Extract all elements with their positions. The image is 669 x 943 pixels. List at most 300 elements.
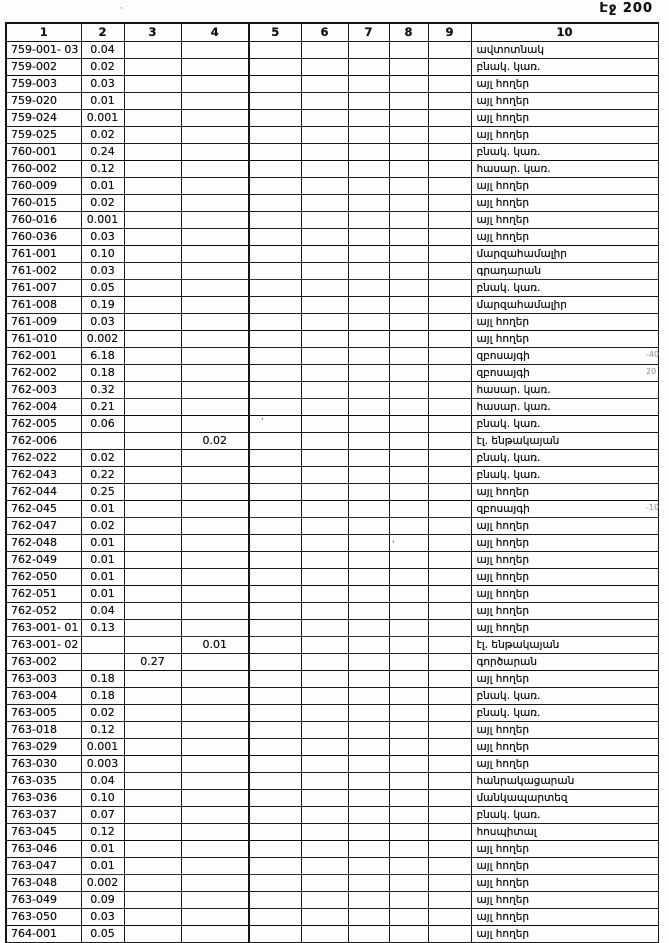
cell-col8 <box>389 569 428 586</box>
cell-land-use: բնակ. կառ. <box>471 807 658 824</box>
cell-col7 <box>348 858 389 875</box>
cell-parcel-code: 762-006 <box>6 433 81 450</box>
cell-land-use: այլ հողեր <box>471 127 658 144</box>
cell-col6 <box>301 229 348 246</box>
cell-land-use: այլ հողեր <box>471 841 658 858</box>
margin-pencil-note: -40 <box>645 349 660 360</box>
cell-land-use: բնակ. կառ. <box>471 59 658 76</box>
cell-col6 <box>301 297 348 314</box>
cell-parcel-code: 763-001- 02 <box>6 637 81 654</box>
table-row <box>6 297 658 314</box>
cell-col3 <box>124 671 181 688</box>
cell-col7 <box>348 756 389 773</box>
table-row <box>6 722 658 739</box>
cell-col5 <box>249 552 301 569</box>
cell-area: 0.02 <box>81 195 124 212</box>
cell-col7 <box>348 229 389 246</box>
cell-parcel-code: 763-003 <box>6 671 81 688</box>
cell-col7 <box>348 382 389 399</box>
cell-col6 <box>301 195 348 212</box>
cell-area: 0.01 <box>81 501 124 518</box>
cell-col8 <box>389 654 428 671</box>
cell-col4 <box>181 586 249 603</box>
cell-col8 <box>389 467 428 484</box>
cell-col7 <box>348 144 389 161</box>
cell-area: 0.03 <box>81 263 124 280</box>
cell-col6 <box>301 450 348 467</box>
cell-col6 <box>301 484 348 501</box>
cell-col4 <box>181 603 249 620</box>
cell-col9 <box>428 229 471 246</box>
table-row <box>6 586 658 603</box>
cell-col3 <box>124 586 181 603</box>
cell-col5 <box>249 229 301 246</box>
cell-col5 <box>249 382 301 399</box>
cell-col9 <box>428 620 471 637</box>
cell-area: 0.01 <box>81 586 124 603</box>
scan-speck: ' <box>392 540 395 550</box>
cell-col8 <box>389 756 428 773</box>
cell-col4 <box>181 552 249 569</box>
cell-col4 <box>181 76 249 93</box>
cell-col5 <box>249 518 301 535</box>
cell-col3 <box>124 127 181 144</box>
cell-parcel-code: 763-049 <box>6 892 81 909</box>
cell-col9 <box>428 807 471 824</box>
cell-land-use: այլ հողեր <box>471 875 658 892</box>
cell-col8 <box>389 841 428 858</box>
cell-col4 <box>181 841 249 858</box>
cell-col7 <box>348 688 389 705</box>
cell-parcel-code: 763-036 <box>6 790 81 807</box>
cell-area: 0.12 <box>81 722 124 739</box>
cell-col9 <box>428 926 471 943</box>
cell-parcel-code: 761-007 <box>6 280 81 297</box>
cell-col6 <box>301 603 348 620</box>
cell-col5 <box>249 348 301 365</box>
cell-land-use: այլ հողեր <box>471 552 658 569</box>
cell-col7 <box>348 127 389 144</box>
cell-area: 0.03 <box>81 229 124 246</box>
cell-col3 <box>124 705 181 722</box>
table-row <box>6 518 658 535</box>
cell-col4 <box>181 790 249 807</box>
table-row <box>6 569 658 586</box>
cell-parcel-code: 760-015 <box>6 195 81 212</box>
cell-col8 <box>389 892 428 909</box>
cell-area: 0.01 <box>81 841 124 858</box>
cell-col7 <box>348 722 389 739</box>
cell-col3: 0.27 <box>124 654 181 671</box>
cell-parcel-code: 761-001 <box>6 246 81 263</box>
cell-parcel-code: 762-003 <box>6 382 81 399</box>
cell-land-use: հասար. կառ. <box>471 382 658 399</box>
cell-col6 <box>301 144 348 161</box>
page-number-label: Էջ 200 <box>599 1 653 16</box>
cell-col9 <box>428 875 471 892</box>
cell-col3 <box>124 433 181 450</box>
column-header-4: 4 <box>181 23 249 42</box>
cell-col6 <box>301 399 348 416</box>
cell-col5 <box>249 501 301 518</box>
table-row <box>6 807 658 824</box>
cell-col3 <box>124 314 181 331</box>
cell-area: 0.21 <box>81 399 124 416</box>
table-row <box>6 178 658 195</box>
cell-col3 <box>124 365 181 382</box>
cell-col7 <box>348 654 389 671</box>
cell-col9 <box>428 637 471 654</box>
cell-col8 <box>389 926 428 943</box>
cell-col5 <box>249 127 301 144</box>
cell-col9 <box>428 586 471 603</box>
cell-col9 <box>428 535 471 552</box>
cell-col5 <box>249 892 301 909</box>
cell-col4 <box>181 620 249 637</box>
cell-col6 <box>301 637 348 654</box>
cell-col7 <box>348 790 389 807</box>
table-row <box>6 654 658 671</box>
cell-col7 <box>348 705 389 722</box>
cell-land-use: զբոսայգի <box>471 348 658 365</box>
cell-area: 0.002 <box>81 875 124 892</box>
cell-col6 <box>301 59 348 76</box>
cell-col4 <box>181 892 249 909</box>
cell-col8 <box>389 535 428 552</box>
cell-col6 <box>301 841 348 858</box>
cell-col7 <box>348 671 389 688</box>
cell-col7 <box>348 110 389 127</box>
table-row <box>6 467 658 484</box>
cell-land-use: գրադարան <box>471 263 658 280</box>
cell-col6 <box>301 93 348 110</box>
column-header-6: 6 <box>301 23 348 42</box>
cell-col7 <box>348 76 389 93</box>
cell-col9 <box>428 263 471 280</box>
table-row <box>6 875 658 892</box>
cell-parcel-code: 763-047 <box>6 858 81 875</box>
cell-col5 <box>249 705 301 722</box>
cell-col9 <box>428 671 471 688</box>
cell-col9 <box>428 416 471 433</box>
cell-col5 <box>249 926 301 943</box>
cell-land-use: բնակ. կառ. <box>471 688 658 705</box>
cell-col6 <box>301 365 348 382</box>
cell-parcel-code: 760-009 <box>6 178 81 195</box>
cell-col4 <box>181 688 249 705</box>
cell-area: 0.01 <box>81 535 124 552</box>
cell-col5 <box>249 59 301 76</box>
cell-col9 <box>428 144 471 161</box>
cell-parcel-code: 761-009 <box>6 314 81 331</box>
cell-parcel-code: 762-043 <box>6 467 81 484</box>
cell-parcel-code: 763-045 <box>6 824 81 841</box>
column-header-1: 1 <box>6 23 81 42</box>
cell-land-use: էլ. ենթակայան <box>471 637 658 654</box>
cell-col4 <box>181 773 249 790</box>
cell-area <box>81 433 124 450</box>
cell-col9 <box>428 824 471 841</box>
table-row <box>6 671 658 688</box>
cell-col7 <box>348 926 389 943</box>
table-row <box>6 110 658 127</box>
cell-col5 <box>249 297 301 314</box>
cell-col8 <box>389 739 428 756</box>
cell-area: 0.12 <box>81 824 124 841</box>
cell-area: 0.10 <box>81 246 124 263</box>
table-row <box>6 892 658 909</box>
cell-land-use: այլ հողեր <box>471 229 658 246</box>
cell-col8 <box>389 229 428 246</box>
cell-land-use: այլ հողեր <box>471 603 658 620</box>
table-row <box>6 365 658 382</box>
cell-col5 <box>249 433 301 450</box>
cell-col4 <box>181 535 249 552</box>
cell-col4 <box>181 212 249 229</box>
cell-col9 <box>428 93 471 110</box>
cell-col9 <box>428 654 471 671</box>
cell-land-use: հասար. կառ. <box>471 161 658 178</box>
table-row <box>6 144 658 161</box>
cell-col3 <box>124 858 181 875</box>
table-row <box>6 858 658 875</box>
cell-col4 <box>181 331 249 348</box>
cell-land-use: բնակ. կառ. <box>471 467 658 484</box>
cell-col5 <box>249 654 301 671</box>
cell-col3 <box>124 569 181 586</box>
cell-land-use: այլ հողեր <box>471 76 658 93</box>
margin-pencil-note: 20 <box>645 366 657 377</box>
cell-parcel-code: 760-001 <box>6 144 81 161</box>
table-row <box>6 229 658 246</box>
cell-col4 <box>181 416 249 433</box>
cell-area: 0.02 <box>81 705 124 722</box>
cell-area: 0.19 <box>81 297 124 314</box>
table-row <box>6 603 658 620</box>
cell-col4 <box>181 739 249 756</box>
table-row <box>6 756 658 773</box>
table-row <box>6 93 658 110</box>
cell-col9 <box>428 314 471 331</box>
cell-col9 <box>428 76 471 93</box>
cell-land-use: այլ հողեր <box>471 314 658 331</box>
cell-parcel-code: 763-050 <box>6 909 81 926</box>
cell-col7 <box>348 297 389 314</box>
cell-col9 <box>428 773 471 790</box>
cell-col3 <box>124 246 181 263</box>
cell-area: 0.02 <box>81 127 124 144</box>
table-row <box>6 705 658 722</box>
cell-col4 <box>181 484 249 501</box>
cell-land-use: այլ հողեր <box>471 858 658 875</box>
cell-col9 <box>428 365 471 382</box>
cell-col8 <box>389 807 428 824</box>
cell-area: 0.01 <box>81 93 124 110</box>
cell-col6 <box>301 161 348 178</box>
cell-col3 <box>124 450 181 467</box>
cell-col6 <box>301 654 348 671</box>
cell-col5 <box>249 773 301 790</box>
cell-parcel-code: 762-004 <box>6 399 81 416</box>
cell-col3 <box>124 348 181 365</box>
cell-col8 <box>389 42 428 59</box>
cell-col7 <box>348 841 389 858</box>
cell-parcel-code: 760-016 <box>6 212 81 229</box>
cell-land-use: հոսպիտալ <box>471 824 658 841</box>
cell-land-use: այլ հողեր <box>471 671 658 688</box>
cell-land-use: մարզահամալիր <box>471 297 658 314</box>
cell-parcel-code: 762-044 <box>6 484 81 501</box>
cell-col6 <box>301 382 348 399</box>
cell-col8 <box>389 365 428 382</box>
cell-col5 <box>249 586 301 603</box>
cell-col6 <box>301 739 348 756</box>
cell-col8 <box>389 314 428 331</box>
cell-col9 <box>428 688 471 705</box>
cell-col6 <box>301 348 348 365</box>
cell-area: 0.03 <box>81 909 124 926</box>
cell-col9 <box>428 450 471 467</box>
cell-col7 <box>348 909 389 926</box>
cell-area: 0.01 <box>81 858 124 875</box>
cell-col3 <box>124 637 181 654</box>
cell-land-use: զբոսայգի <box>471 501 658 518</box>
cell-area: 0.03 <box>81 314 124 331</box>
cell-col5 <box>249 450 301 467</box>
cell-area: 0.001 <box>81 110 124 127</box>
cell-col4 <box>181 314 249 331</box>
cell-parcel-code: 762-052 <box>6 603 81 620</box>
cell-col8 <box>389 586 428 603</box>
cell-col5 <box>249 484 301 501</box>
cell-col7 <box>348 875 389 892</box>
cell-col4 <box>181 467 249 484</box>
cell-col8 <box>389 773 428 790</box>
cell-col3 <box>124 76 181 93</box>
cell-parcel-code: 762-002 <box>6 365 81 382</box>
cell-col9 <box>428 739 471 756</box>
cell-col5 <box>249 535 301 552</box>
cell-area: 0.06 <box>81 416 124 433</box>
cell-land-use: էլ. ենթակայան <box>471 433 658 450</box>
cell-col8 <box>389 161 428 178</box>
cell-col6 <box>301 586 348 603</box>
cell-col9 <box>428 722 471 739</box>
cell-col4 <box>181 93 249 110</box>
cell-col3 <box>124 518 181 535</box>
cell-land-use: բնակ. կառ. <box>471 280 658 297</box>
column-header-10: 10 <box>471 23 658 42</box>
cell-parcel-code: 763-046 <box>6 841 81 858</box>
cell-col4 <box>181 161 249 178</box>
cell-col8 <box>389 263 428 280</box>
cell-col7 <box>348 93 389 110</box>
cell-col8 <box>389 297 428 314</box>
cell-col7 <box>348 399 389 416</box>
cell-col3 <box>124 552 181 569</box>
cell-col9 <box>428 280 471 297</box>
cell-col4 <box>181 909 249 926</box>
cell-area: 0.07 <box>81 807 124 824</box>
table-row <box>6 42 658 59</box>
cell-col5 <box>249 467 301 484</box>
cell-area: 0.003 <box>81 756 124 773</box>
cell-col4 <box>181 926 249 943</box>
cell-parcel-code: 763-002 <box>6 654 81 671</box>
cell-col6 <box>301 892 348 909</box>
table-row <box>6 535 658 552</box>
table-row <box>6 790 658 807</box>
cell-col5 <box>249 365 301 382</box>
cell-col5 <box>249 671 301 688</box>
cell-col4 <box>181 671 249 688</box>
cell-parcel-code: 762-022 <box>6 450 81 467</box>
cell-col3 <box>124 807 181 824</box>
cell-col6 <box>301 858 348 875</box>
cell-parcel-code: 762-050 <box>6 569 81 586</box>
cell-col9 <box>428 297 471 314</box>
cell-parcel-code: 759-003 <box>6 76 81 93</box>
cell-col9 <box>428 841 471 858</box>
cell-col7 <box>348 637 389 654</box>
cell-area: 0.001 <box>81 739 124 756</box>
cell-parcel-code: 760-002 <box>6 161 81 178</box>
cell-col8 <box>389 93 428 110</box>
cell-col9 <box>428 127 471 144</box>
cell-col5 <box>249 110 301 127</box>
cell-col3 <box>124 93 181 110</box>
cell-col6 <box>301 688 348 705</box>
cell-area: 0.05 <box>81 280 124 297</box>
cell-parcel-code: 763-029 <box>6 739 81 756</box>
cell-col6 <box>301 705 348 722</box>
cell-col9 <box>428 909 471 926</box>
cell-col7 <box>348 42 389 59</box>
land-parcel-table <box>5 22 659 943</box>
cell-col7 <box>348 535 389 552</box>
cell-col9 <box>428 705 471 722</box>
cell-parcel-code: 759-001- 03 <box>6 42 81 59</box>
column-header-5: 5 <box>249 23 301 42</box>
cell-col4 <box>181 348 249 365</box>
cell-parcel-code: 763-035 <box>6 773 81 790</box>
cell-area: 0.09 <box>81 892 124 909</box>
table-row <box>6 501 658 518</box>
cell-col5 <box>249 263 301 280</box>
cell-col4 <box>181 875 249 892</box>
cell-col8 <box>389 688 428 705</box>
cell-land-use: այլ հողեր <box>471 484 658 501</box>
cell-col7 <box>348 416 389 433</box>
cell-col8 <box>389 127 428 144</box>
cell-land-use: բնակ. կառ. <box>471 450 658 467</box>
table-row <box>6 314 658 331</box>
cell-col4 <box>181 59 249 76</box>
cell-area: 0.03 <box>81 76 124 93</box>
table-row <box>6 399 658 416</box>
table-row <box>6 484 658 501</box>
cell-col4 <box>181 229 249 246</box>
cell-col5 <box>249 603 301 620</box>
cell-col5 <box>249 569 301 586</box>
cell-col3 <box>124 909 181 926</box>
cell-col9 <box>428 484 471 501</box>
cell-area: 0.01 <box>81 569 124 586</box>
cell-col8 <box>389 620 428 637</box>
cell-col3 <box>124 875 181 892</box>
cell-land-use: այլ հողեր <box>471 212 658 229</box>
cell-col6 <box>301 467 348 484</box>
